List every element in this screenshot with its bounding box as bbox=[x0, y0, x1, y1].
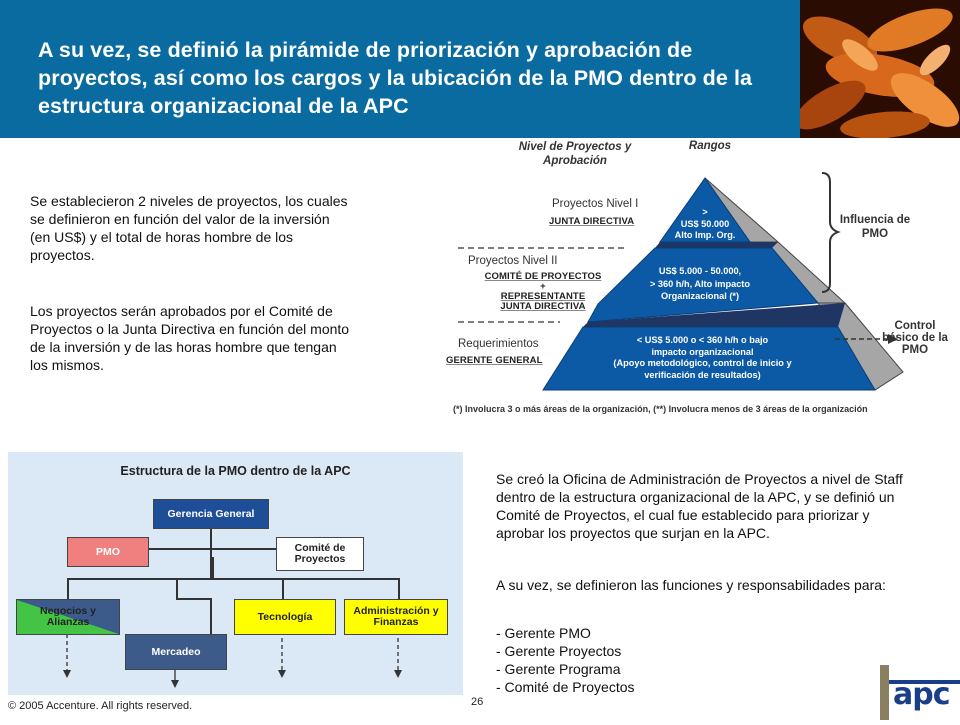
org-gerencia-general: Gerencia General bbox=[153, 499, 269, 529]
responsibilities-intro: A su vez, se definieron las funciones y responsabilidades para: bbox=[496, 577, 886, 593]
levels-description: Se establecieron 2 niveles de proyectos, los cuales se definieron en función del valor de la inversión (en US$) y el total de horas hombre de los proyectos. bbox=[30, 193, 348, 263]
control-label: Control básico de la PMO bbox=[882, 320, 948, 356]
org-pmo: PMO bbox=[67, 537, 149, 567]
apc-logo bbox=[880, 665, 960, 720]
pmo-creation-text: Se creó la Oficina de Administración de Proyectos a nivel de Staff dentro de la estructura organizacional de la APC, y se definió un Comité de Proyectos, el cual fue establecido para priorizar y aprobar los proyectos que surjan en la APC. bbox=[496, 471, 903, 541]
org-tecnologia: Tecnología bbox=[234, 599, 336, 635]
approval-description: Los proyectos serán aprobados por el Comité de Proyectos o la Junta Directiva en función del monto de la inversión y de las horas hombre que tengan los mismos. bbox=[30, 303, 350, 373]
page-number: 26 bbox=[471, 696, 484, 708]
level2-label: Proyectos Nivel II bbox=[468, 255, 558, 267]
pyramid-band-1 bbox=[655, 242, 778, 248]
org-chart-title: Estructura de la PMO dentro de la APC bbox=[120, 464, 351, 478]
slide-title: A su vez, se definió la pirámide de priorización y aprobación de proyectos, así como los cargos y la ubicación de la PMO dentro de la estructura organizacional de la APC bbox=[38, 38, 753, 118]
influence-label: Influencia de PMO bbox=[839, 214, 911, 240]
level3-org: GERENTE GENERAL bbox=[446, 355, 543, 366]
org-administracion-finanzas: Administración y Finanzas bbox=[344, 599, 448, 635]
level1-label: Proyectos Nivel I bbox=[552, 198, 639, 210]
pyramid-footnote: (*) Involucra 3 o más áreas de la organización, (**) Involucra menos de 3 áreas de la organización bbox=[453, 404, 868, 414]
list-item: - Gerente Proyectos bbox=[496, 643, 622, 659]
list-item: - Gerente PMO bbox=[496, 625, 591, 641]
org-negocios-alianzas: Negocios y Alianzas bbox=[16, 599, 120, 635]
list-item: - Comité de Proyectos bbox=[496, 679, 635, 695]
org-chart-panel bbox=[8, 452, 463, 695]
apc-logo-text: apc bbox=[893, 677, 950, 712]
level1-org: JUNTA DIRECTIVA bbox=[549, 216, 635, 227]
level3-label: Requerimientos bbox=[458, 338, 539, 350]
tier3-range: < US$ 5.000 o < 360 h/h o bajo impacto organizacional (Apoyo metodológico, control de inicio y verificación de resultados) bbox=[613, 335, 792, 380]
org-chart-arrows bbox=[8, 452, 463, 695]
copyright: © 2005 Accenture. All rights reserved. bbox=[8, 700, 193, 712]
list-item: - Gerente Programa bbox=[496, 661, 621, 677]
level2-org: COMITÉ DE PROYECTOS + REPRESENTANTE JUNTA DIRECTIVA bbox=[484, 271, 602, 312]
tier1-range: > US$ 50.000 Alto Imp. Org. bbox=[674, 207, 736, 240]
levels-column-header: Nivel de Proyectos y Aprobación bbox=[518, 141, 632, 167]
org-mercadeo: Mercadeo bbox=[125, 634, 227, 670]
ranges-column-header: Rangos bbox=[688, 140, 732, 152]
responsibilities-list bbox=[496, 624, 796, 696]
tier2-range: US$ 5.000 - 50.000, > 360 h/h, Alto impacto Organizacional (*) bbox=[650, 266, 750, 301]
org-comite-proyectos: Comité de Proyectos bbox=[276, 537, 364, 571]
